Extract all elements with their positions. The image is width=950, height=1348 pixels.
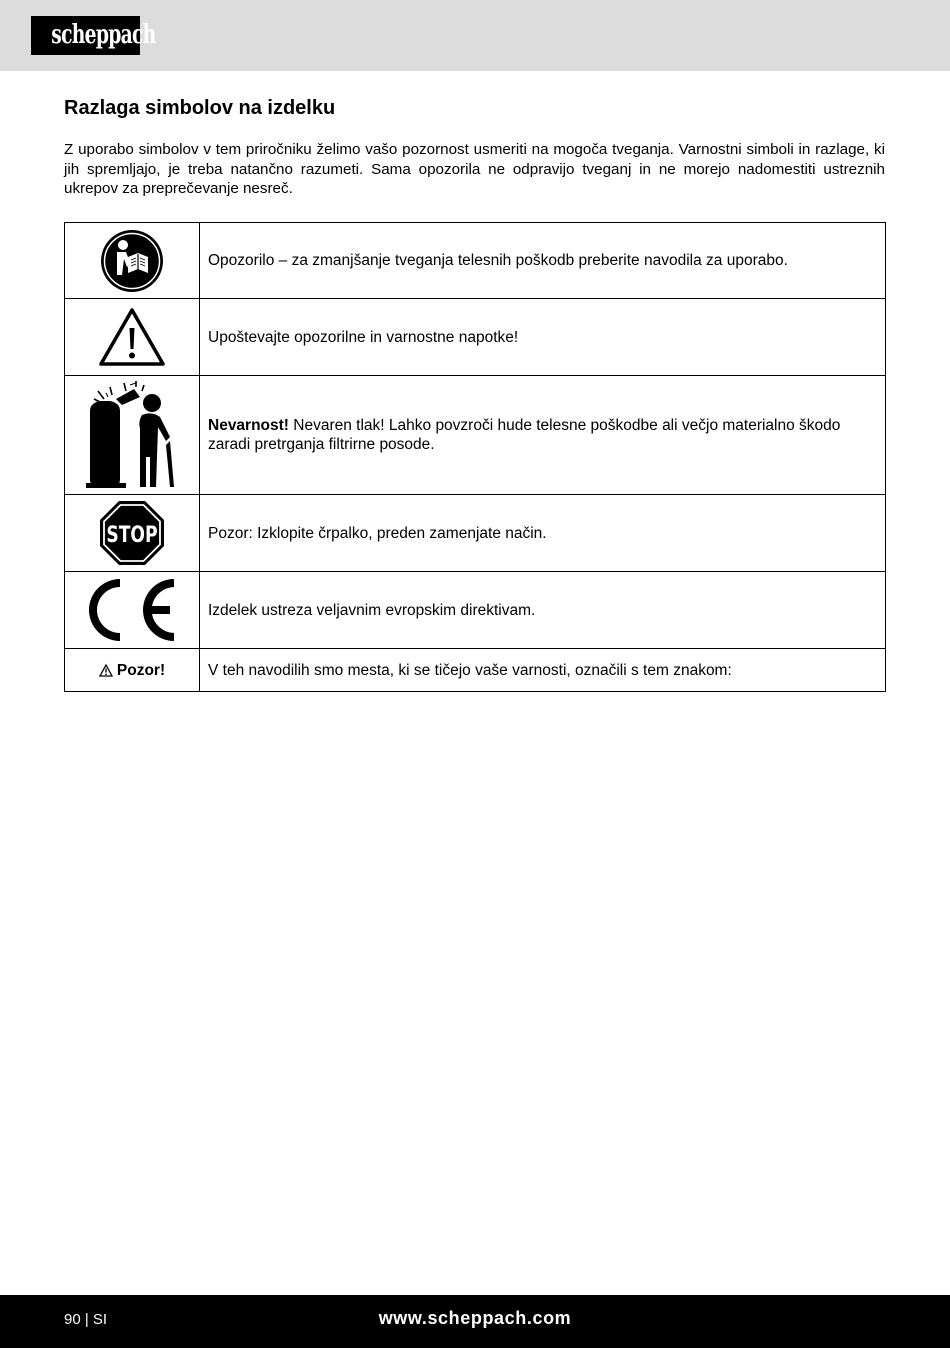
ce-mark-icon (86, 577, 178, 643)
page-title: Razlaga simbolov na izdelku (64, 97, 336, 119)
symbol-description: V teh navodilih smo mesta, ki se tičejo vaše varnosti, označili s tem znakom: (200, 649, 886, 692)
intro-paragraph: Z uporabo simbolov v tem priročniku želimo vašo pozornost usmeriti na mogoča tveganja. Varnostni simboli in razlage, ki jih spremljajo, je treba natančno razumeti. Sama opozorila ne odpravijo tveganj in ne morejo nadomestiti ustreznih ukrepov za preprečevanje nesreč. (64, 141, 885, 197)
table-row (65, 495, 886, 572)
stop-sign-icon (99, 500, 165, 566)
pressure-danger-icon (86, 381, 178, 489)
symbol-cell (65, 376, 200, 495)
symbol-description: Pozor: Izklopite črpalko, preden zamenjate način. (200, 495, 886, 572)
page-number: 90 | SI (64, 1311, 108, 1328)
symbol-cell (65, 572, 200, 649)
scheppach-logo (31, 16, 156, 55)
symbol-description: Izdelek ustreza veljavnim evropskim direktivam. (200, 572, 886, 649)
danger-text: Nevaren tlak! Lahko povzroči hude telesne poškodbe ali večjo materialno škodo zaradi pretrganja filtrirne posode. (208, 417, 841, 453)
table-row (65, 223, 886, 299)
symbol-description: Upoštevajte opozorilne in varnostne napotke! (200, 299, 886, 376)
symbol-cell (65, 223, 200, 299)
stop-sign-text: STOP (106, 521, 158, 548)
table-row (65, 572, 886, 649)
website-link[interactable]: www.scheppach.com (378, 1308, 572, 1328)
symbol-cell (65, 495, 200, 572)
warning-triangle-icon (98, 307, 166, 367)
symbol-description: Opozorilo – za zmanjšanje tveganja telesnih poškodb preberite navodila za uporabo. (200, 223, 886, 299)
page-header (0, 0, 950, 71)
table-row (65, 649, 886, 692)
warning-small-icon (99, 664, 113, 677)
read-manual-icon (100, 229, 164, 293)
page-footer (0, 1295, 950, 1348)
danger-label: Nevarnost! (208, 417, 289, 434)
symbol-description (200, 376, 886, 495)
table-row (65, 376, 886, 495)
symbol-cell (65, 299, 200, 376)
symbols-table (64, 222, 886, 692)
pozor-label: Pozor! (116, 661, 166, 679)
table-row (65, 299, 886, 376)
logo-text: scheppach (51, 20, 156, 50)
symbol-cell (65, 649, 200, 692)
